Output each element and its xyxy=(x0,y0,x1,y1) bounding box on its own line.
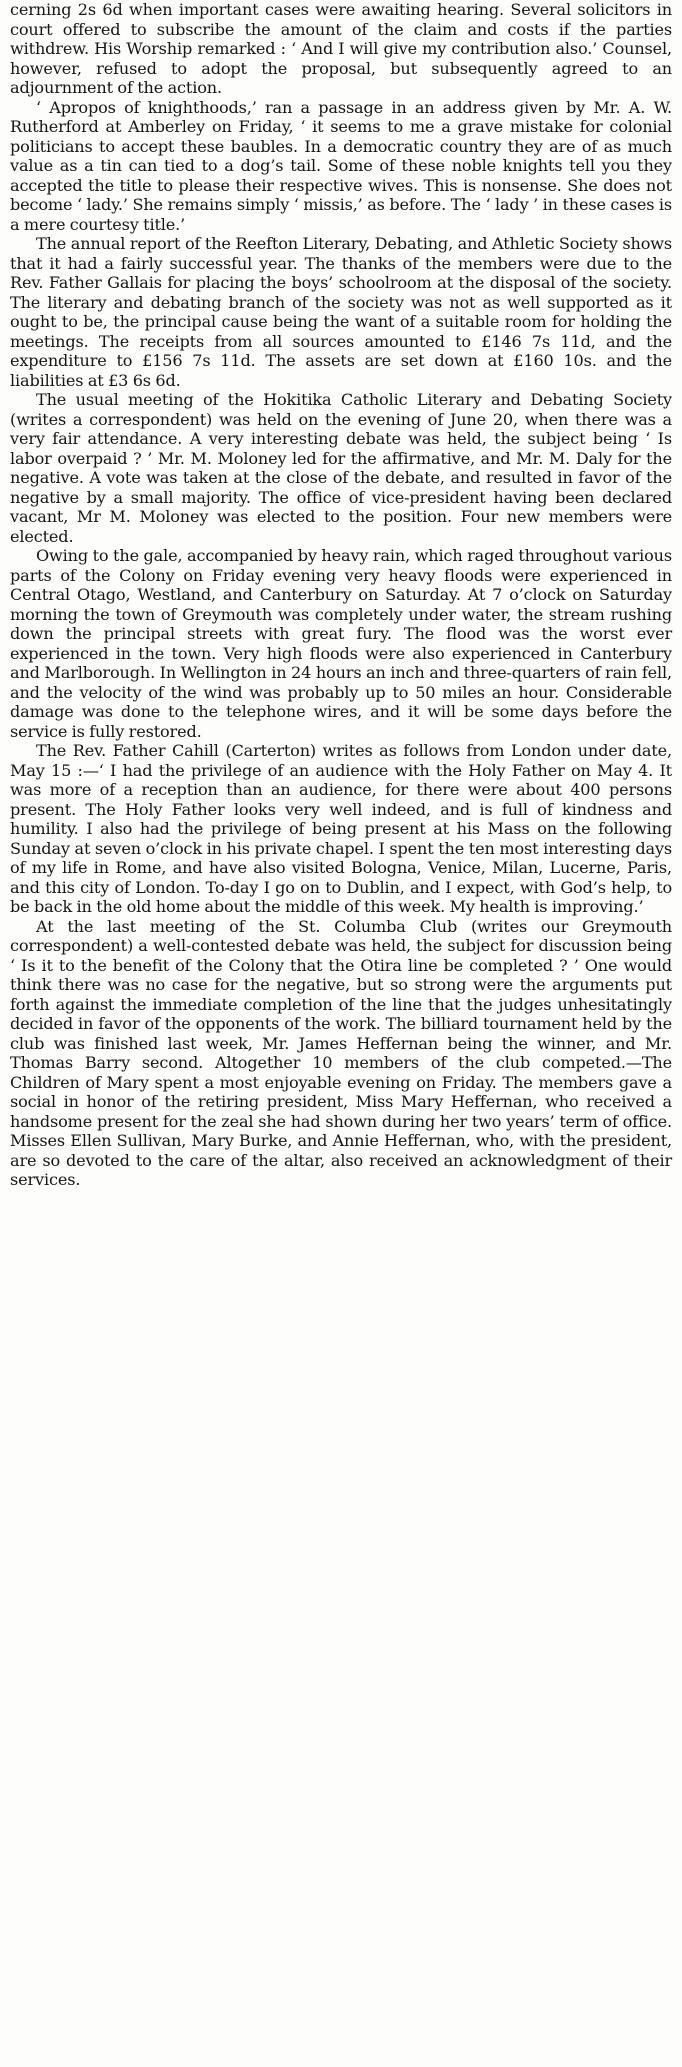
paragraph-father-cahill: The Rev. Father Cahill (Carterton) writes as follows from London under date, May 15 :—‘ I had the privilege of an audience with the Holy Father on May 4. It was more of a reception than an audience, for there were about 400 persons present. The Holy Father looks very well indeed, and is full of kindness and humility. I also had the privilege of being present at his Mass on the following Sunday at seven o’clock in his private chapel. I spent the ten most interesting days of my life in Rome, and have also visited Bologna, Venice, Milan, Lucerne, Paris, and this city of London. To-day I go on to Dublin, and I expect, with God’s help, to be back in the old home about the middle of this week. My health is improving.’ xyxy=(10,741,672,916)
paragraph-st-columba-club: At the last meeting of the St. Columba Club (writes our Greymouth correspondent) a well-contested debate was held, the subject for discussion being ‘ Is it to the benefit of the Colony that the Otira line be completed ? ’ One would think there was no case for the negative, but so strong were the arguments put forth against the immediate completion of the line that the judges unhesitatingly decided in favor of the opponents of the work. The billiard tournament held by the club was finished last week, Mr. James Heffernan being the winner, and Mr. Thomas Barry second. Altogether 10 members of the club competed.—The Children of Mary spent a most enjoyable evening on Friday. The members gave a social in honor of the retiring president, Miss Mary Heffernan, who received a handsome present for the zeal she had shown during her two years’ term of office. Misses Ellen Sullivan, Mary Burke, and Annie Heffernan, who, with the president, are so devoted to the care of the altar, also received an acknowledgment of their services. xyxy=(10,916,672,1189)
paragraph-hokitika-society: The usual meeting of the Hokitika Catholic Literary and Debating Society (writes a correspondent) was held on the evening of June 20, when there was a very fair attendance. A very interesting debate was held, the subject being ‘ Is labor overpaid ? ’ Mr. M. Moloney led for the affirmative, and Mr. M. Daly for the negative. A vote was taken at the close of the debate, and resulted in favor of the negative by a small majority. The office of vice-president having been declared vacant, Mr M. Moloney was elected to the position. Four new members were elected. xyxy=(10,390,672,546)
paragraph-knighthoods: ‘ Apropos of knighthoods,’ ran a passage in an address given by Mr. A. W. Rutherford at Amberley on Friday, ‘ it seems to me a grave mistake for colonial politicians to accept these baubles. In a democratic country they are of as much value as a tin can tied to a dog’s tail. Some of these noble knights tell you they accepted the title to please their respective wives. This is nonsense. She does not become ‘ lady.’ She remains simply ‘ missis,’ as before. The ‘ lady ’ in these cases is a mere courtesy title.’ xyxy=(10,97,672,234)
paragraph-solicitors: cerning 2s 6d when important cases were awaiting hearing. Several solicitors in court offered to subscribe the amount of the claim and costs if the parties withdrew. His Worship remarked : ‘ And I will give my contribution also.’ Counsel, however, refused to adopt the proposal, but subsequently agreed to an adjournment of the action. xyxy=(10,0,672,97)
paragraph-floods: Owing to the gale, accompanied by heavy rain, which raged throughout various parts of the Colony on Friday evening very heavy floods were experienced in Central Otago, Westland, and Canterbury on Saturday. At 7 o’clock on Saturday morning the town of Greymouth was completely under water, the stream rushing down the principal streets with great fury. The flood was the worst ever experienced in the town. Very high floods were also experienced in Canterbury and Marlborough. In Wellington in 24 hours an inch and three-quarters of rain fell, and the velocity of the wind was probably up to 50 miles an hour. Considerable damage was done to the telephone wires, and it will be some days before the service is fully restored. xyxy=(10,546,672,741)
paragraph-reefton-society: The annual report of the Reefton Literary, Debating, and Athletic Society shows that it had a fairly successful year. The thanks of the members were due to the Rev. Father Gallais for placing the boys’ schoolroom at the disposal of the society. The literary and debating branch of the society was not as well supported as it ought to be, the principal cause being the want of a suitable room for holding the meetings. The receipts from all sources amounted to £146 7s 11d, and the expenditure to £156 7s 11d. The assets are set down at £160 10s. and the liabilities at £3 6s 6d. xyxy=(10,234,672,390)
article-column xyxy=(10,0,672,1190)
